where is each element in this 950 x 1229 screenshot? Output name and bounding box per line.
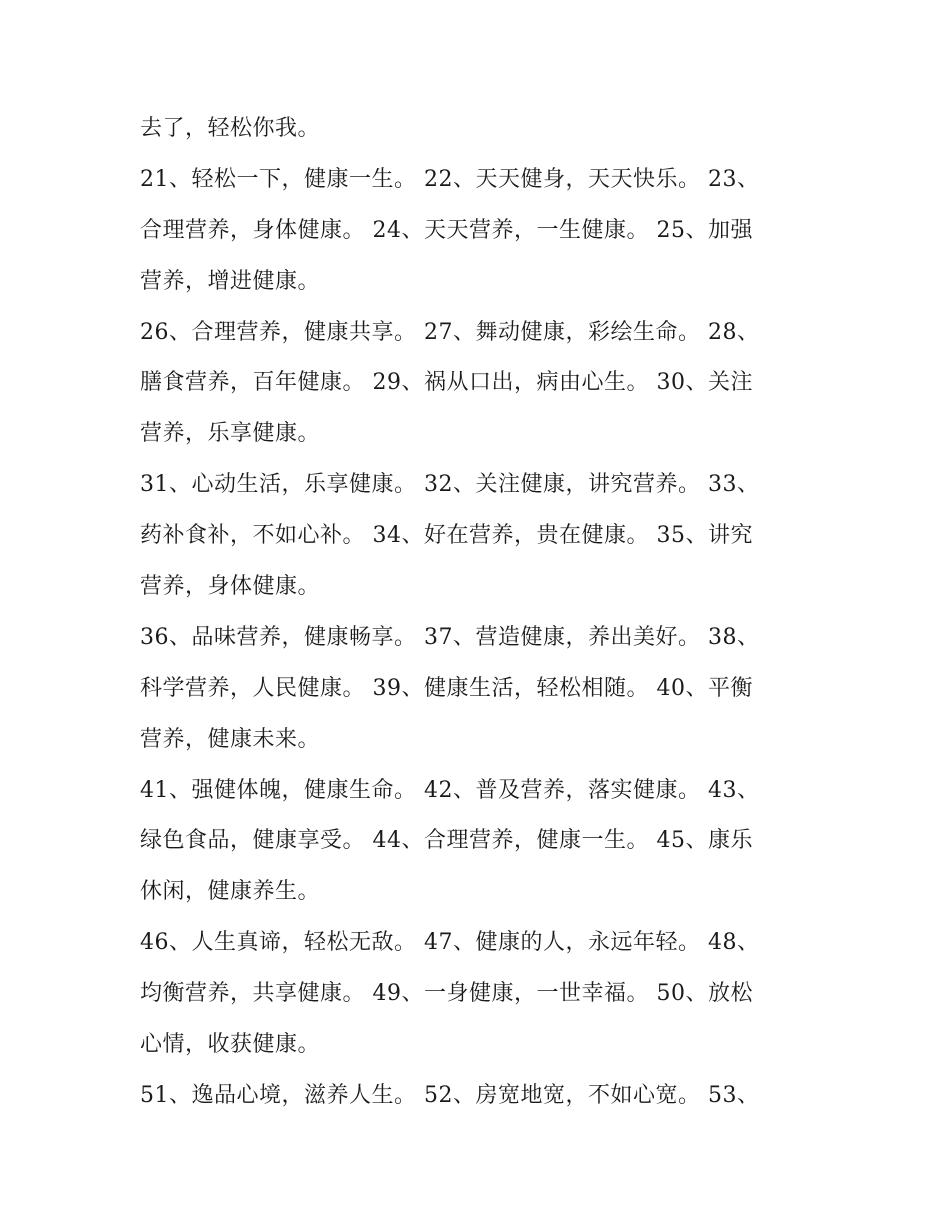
text-line: 41、强健体魄，健康生命。 42、普及营养，落实健康。 43、	[140, 777, 760, 803]
text-line: 绿色食品，健康享受。 44、合理营养，健康一生。 45、康乐	[140, 828, 753, 854]
text-line: 合理营养，身体健康。 24、天天营养，一生健康。 25、加强	[140, 217, 753, 243]
text-line: 31、心动生活，乐享健康。 32、关注健康，讲究营养。 33、	[140, 472, 760, 498]
text-line: 科学营养，人民健康。 39、健康生活，轻松相随。 40、平衡	[140, 675, 753, 701]
text-line: 心情，收获健康。	[140, 1032, 321, 1058]
text-line: 膳食营养，百年健康。 29、祸从口出，病由心生。 30、关注	[140, 370, 753, 396]
text-line: 21、轻松一下，健康一生。 22、天天健身，天天快乐。 23、	[140, 166, 760, 192]
document-body	[140, 104, 810, 1122]
text-line: 均衡营养，共享健康。 49、一身健康，一世幸福。 50、放松	[140, 981, 753, 1007]
text-line: 营养，健康未来。	[140, 726, 321, 752]
text-line: 36、品味营养，健康畅享。 37、营造健康，养出美好。 38、	[140, 624, 760, 650]
text-line: 药补食补，不如心补。 34、好在营养，贵在健康。 35、讲究	[140, 523, 753, 549]
text-line: 休闲，健康养生。	[140, 879, 321, 905]
text-line: 营养，身体健康。	[140, 574, 321, 600]
text-line: 26、合理营养，健康共享。 27、舞动健康，彩绘生命。 28、	[140, 319, 760, 345]
text-line: 去了，轻松你我。	[140, 116, 321, 141]
text-line: 营养，乐享健康。	[140, 421, 321, 447]
text-line: 46、人生真谛，轻松无敌。 47、健康的人，永远年轻。 48、	[140, 930, 760, 956]
text-line: 51、逸品心境，滋养人生。 52、房宽地宽，不如心宽。 53、	[140, 1082, 760, 1108]
text-line: 营养，增进健康。	[140, 268, 321, 294]
